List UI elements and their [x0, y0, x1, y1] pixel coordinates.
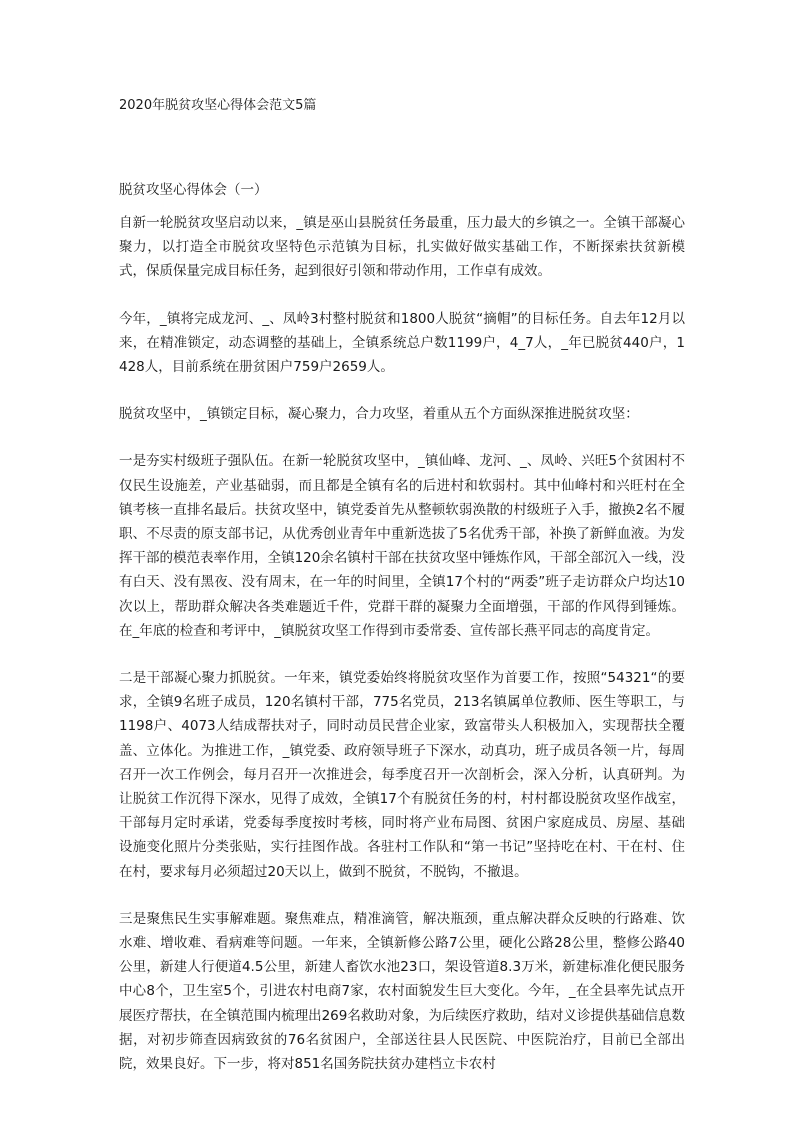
section-heading: 脱贫攻坚心得体会（一）: [119, 182, 268, 198]
paragraph-point-three: 三是聚焦民生实事解难题。聚焦难点，精准滴管，解决瓶颈，重点解决群众反映的行路难、饮水难、增收难、看病难等问题。一年来，全镇新修公路7公里，硬化公路28公里，整修公路40公里，新建人行便道4.5公里，新建人畜饮水池23口，架设管道8.3万米，新建标准化便民服务中心8个，卫生室5个，引进农村电商7家，农村面貌发生巨大变化。今年，_在全县率先试点开展医疗帮扶，在全镇范围内梳理出269名救助对象，为后续医疗救助，结对义诊提供基础信息数据，对初步筛查因病致贫的76名贫困户，全部送往县人民医院、中医院治疗，目前已全部出院，效果良好。下一步，将对851名国务院扶贫办建档立卡农村: [119, 910, 685, 1073]
paragraph-targets: 今年，_镇将完成龙河、_、凤岭3村整村脱贫和1800人脱贫“摘帽”的目标任务。自去年12月以来，在精准锁定，动态调整的基础上，全镇系统总户数1199户，4_7人，_年已脱贫440户，1428人，目前系统在册贫困户759户2659人。: [119, 310, 685, 376]
document-title: 2020年脱贫攻坚心得体会范文5篇: [119, 98, 317, 113]
paragraph-point-one: 一是夯实村级班子强队伍。在新一轮脱贫攻坚中，_镇仙峰、龙河、_、凤岭、兴旺5个贫困村不仅民生设施差，产业基础弱，而且都是全镇有名的后进村和软弱村。其中仙峰村和兴旺村在全镇考核一直排名最后。扶贫攻坚中，镇党委首先从整顿软弱涣散的村级班子入手，撤换2名不履职、不尽责的原支部书记，从优秀创业青年中重新选拔了5名优秀干部，补换了新鲜血液。为发挥干部的模范表率作用，全镇120余名镇村干部在扶贫攻坚中锤炼作风，干部全部沉入一线，没有白天、没有黑夜、没有周末，在一年的时间里，全镇17个村的“两委”班子走访群众户均达10次以上，帮助群众解决各类难题近千件，党群干群的凝聚力全面增强，干部的作风得到锤炼。在_年底的检查和考评中，_镇脱贫攻坚工作得到市委常委、宣传部长燕平同志的高度肯定。: [119, 453, 685, 639]
paragraph-point-two: 二是干部凝心聚力抓脱贫。一年来，镇党委始终将脱贫攻坚作为首要工作，按照“54321“的要求，全镇9名班子成员，120名镇村干部，775名党员，213名镇属单位教师、医生等职工，与1198户、4073人结成帮扶对子，同时动员民营企业家，致富带头人积极加入，实现帮扶全覆盖、立体化。为推进工作，_镇党委、政府领导班子下深水，动真功，班子成员各领一片，每周召开一次工作例会，每月召开一次推进会，每季度召开一次剖析会，深入分析，认真研判。为让脱贫工作沉得下深水，见得了成效，全镇17个有脱贫任务的村，村村都设脱贫攻坚作战室，干部每月定时承诺，党委每季度按时考核，同时将产业布局图、贫困户家庭成员、房屋、基础设施变化照片分类张贴，实行挂图作战。各驻村工作队和“第一书记”坚持吃在村、干在村、住在村，要求每月必须超过20天以上，做到不脱贫，不脱钩，不撤退。: [119, 670, 685, 880]
paragraph-intro: 自新一轮脱贫攻坚启动以来，_镇是巫山县脱贫任务最重，压力最大的乡镇之一。全镇干部凝心聚力，以打造全市脱贫攻坚特色示范镇为目标，扎实做好做实基础工作，不断探索扶贫新模式，保质保量完成目标任务，起到很好引领和带动作用，工作卓有成效。: [119, 215, 685, 280]
paragraph-overview: 脱贫攻坚中，_镇锁定目标，凝心聚力，合力攻坚，着重从五个方面纵深推进脱贫攻坚：: [119, 406, 639, 423]
document-body: [119, 211, 685, 1099]
